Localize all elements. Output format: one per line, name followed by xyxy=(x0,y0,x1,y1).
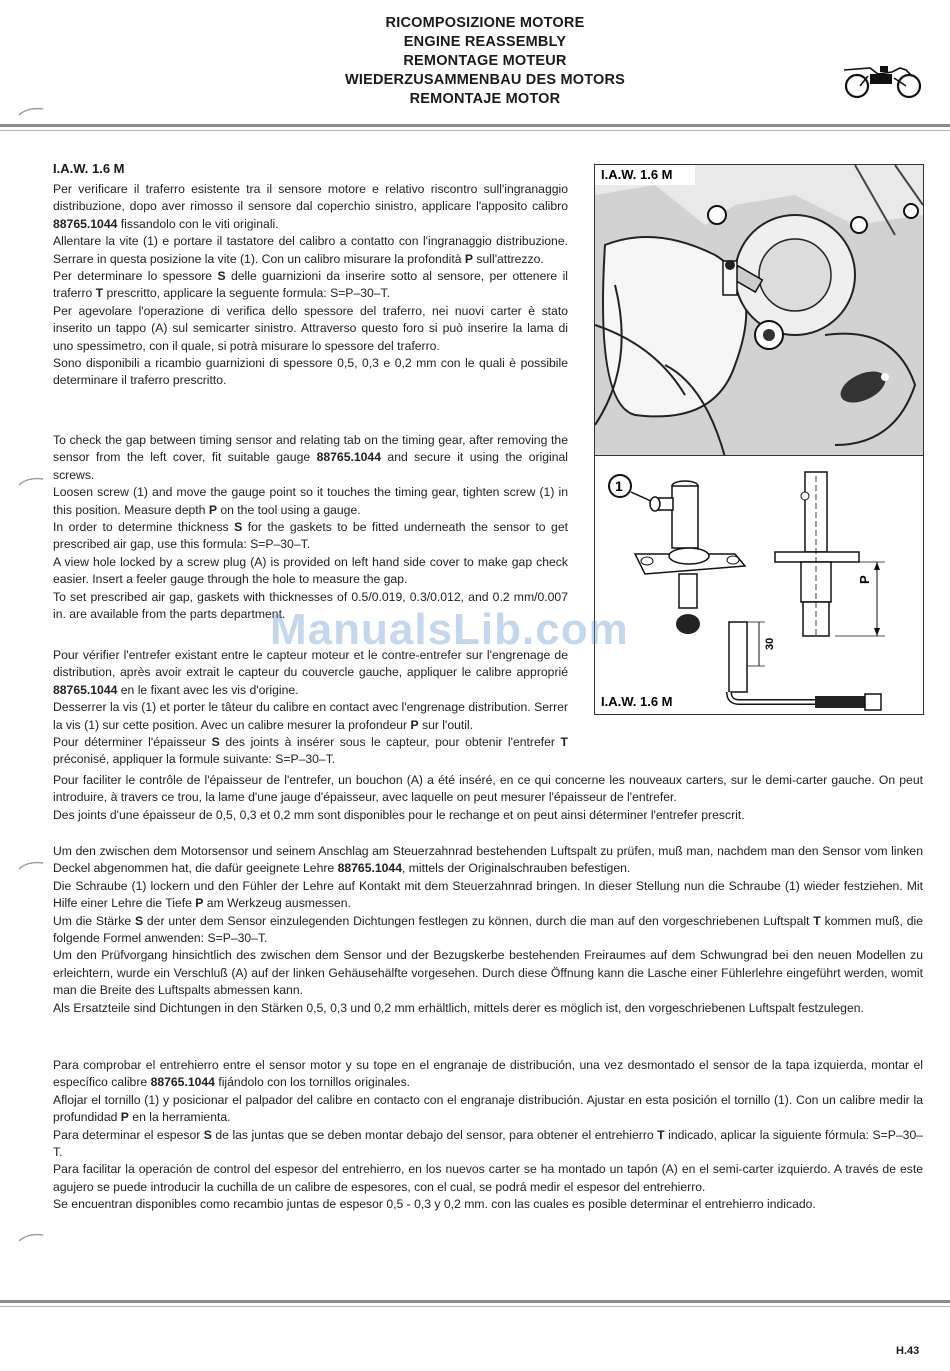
margin-mark xyxy=(18,476,44,486)
dim-30: 30 xyxy=(764,637,776,650)
para: Para comprobar el entrehierro entre el sensor motor y su tope en el engranaje de distribución, una vez desmontado el sensor de la tapa izquierda, montar el específico calibre 88765.1044 fijándolo con los tornillos originales. xyxy=(53,1058,923,1090)
motorcycle-icon xyxy=(840,60,926,100)
page-number: H.43 xyxy=(896,1345,920,1357)
margin-mark xyxy=(18,860,44,870)
section-title: I.A.W. 1.6 M xyxy=(53,161,125,176)
bold-term: S xyxy=(203,1127,212,1142)
text-en xyxy=(53,432,568,623)
para: Se encuentran disponibles como recambio juntas de espesor 0,5 - 0,3 y 0,2 mm. con las cuales es posible determinar el entrehierro indicado. xyxy=(53,1197,816,1212)
para: To check the gap between timing sensor and relating tab on the timing gear, after removing the sensor from the left cover, fit suitable gauge 88765.1044 and secure it using the original screws. xyxy=(53,433,568,482)
para: A view hole locked by a screw plug (A) is provided on left hand side cover to make gap check easier. Insert a feeler gauge through the hole to measure the gap. xyxy=(53,554,568,587)
footer-rule xyxy=(0,1300,950,1303)
para: Para determinar el espesor S de las juntas que se deben montar debajo del sensor, para obtener el entrehierro T indicado, aplicar la siguiente fórmula: S=P–30–T. xyxy=(53,1127,923,1160)
bold-term: T xyxy=(657,1127,665,1142)
engine-photo xyxy=(594,164,924,458)
bold-term: S xyxy=(217,269,226,284)
para: Als Ersatzteile sind Dichtungen in den Stärken 0,5, 0,3 und 0,2 mm erhältlich, mittels derer es möglich ist, den vorgeschriebenen Luftspalt festzulegen. xyxy=(53,1000,864,1015)
bold-term: T xyxy=(813,913,821,928)
title-it: RICOMPOSIZIONE MOTORE xyxy=(385,15,585,31)
para: Allentare la vite (1) e portare il tastatore del calibro a contatto con l'ingranaggio distribuzione. Serrare in questa posizione la vite (1). Con un calibro misurare la profondità P sull'attrezzo. xyxy=(53,234,568,266)
bold-term: T xyxy=(95,286,104,301)
gauge-diagram-drawing xyxy=(595,456,923,714)
bold-term: 88765.1044 xyxy=(337,861,402,876)
text-es xyxy=(53,1057,923,1214)
engine-photo-drawing xyxy=(595,165,923,457)
margin-mark xyxy=(18,106,44,116)
para: Um den zwischen dem Motorsensor und seinem Anschlag am Steuerzahnrad bestehenden Luftspalt zu prüfen, muß man, nachdem man den Sensor vom linken Deckel abgenommen hat, die dafür geeignete Lehre 88765.1044, mittels der Originalschrauben befestigen. xyxy=(53,844,923,876)
bold-term: S xyxy=(234,520,243,535)
bold-term: 88765.1044 xyxy=(53,216,118,231)
para: Per verificare il traferro esistente tra il sensore motore e relativo riscontro sull'ingranaggio distribuzione, dopo aver rimosso il sensore dal coperchio sinistro, applicare l'apposito calibro 88765.1044 fissandolo con le viti originali. xyxy=(53,182,568,231)
callout-1: 1 xyxy=(615,478,623,494)
text-fr xyxy=(53,647,568,769)
para: Aflojar el tornillo (1) y posicionar el palpador del calibre en contacto con el engranaje distribución. Ajustar en esta posición el tornillo (1). Con un calibre medir la profundidad P en la herramienta. xyxy=(53,1092,923,1125)
title-de: WIEDERZUSAMMENBAU DES MOTORS xyxy=(344,72,626,88)
header-rule xyxy=(0,124,950,127)
title-fr: REMONTAGE MOTEUR xyxy=(403,53,567,69)
bold-term: 88765.1044 xyxy=(150,1075,215,1090)
para: Desserrer la vis (1) et porter le tâteur du calibre en contact avec l'engrenage distribution. Serrer la vis (1) sur cette position. Avec un calibre mesurer la profondeur P sur l'outil. xyxy=(53,700,568,732)
text-fr-wide xyxy=(53,772,923,824)
dim-p: P xyxy=(857,575,872,584)
para: Para facilitar la operación de control del espesor del entrehierro, en los nuevos carter se ha montado un tapón (A) en el semi-carter izquierdo. A través de este agujero se puede introducir la cuchilla de un calibre de espesores, con el cual, se podrá medir el espesor del entrehierro. xyxy=(53,1162,923,1194)
para: Loosen screw (1) and move the gauge point so it touches the timing gear, tighten screw (1) in this position. Measure depth P on the tool using a gauge. xyxy=(53,485,568,517)
bold-term: T xyxy=(560,735,568,750)
para: Des joints d'une épaisseur de 0,5, 0,3 et 0,2 mm sont disponibles pour le rechange et on peut ainsi déterminer l'entrefer prescrit. xyxy=(53,807,745,822)
gauge-diagram xyxy=(594,455,924,715)
para: Um die Stärke S der unter dem Sensor einzulegenden Dichtungen festlegen zu können, durch die man auf den vorgeschriebenen Luftspalt T kommen muß, die folgende Formel anwenden: S=P–30–T. xyxy=(53,913,923,946)
para: Per determinare lo spessore S delle guarnizioni da inserire sotto al sensore, per ottenere il traferro T prescritto, applicare la seguente formula: S=P–30–T. xyxy=(53,269,568,301)
para: To set prescribed air gap, gaskets with thicknesses of 0.5/0.019, 0.3/0.012, and 0.2 mm/0.007 in. are available from the parts department. xyxy=(53,589,568,622)
para: Pour déterminer l'épaisseur S des joints à insérer sous le capteur, pour obtenir l'entrefer T préconisé, appliquer la formule suivante: S=P–30–T. xyxy=(53,735,568,767)
para: In order to determine thickness S for the gaskets to be fitted underneath the sensor to get prescribed air gap, use this formula: S=P–30–T. xyxy=(53,520,568,552)
bold-term: P xyxy=(120,1110,129,1125)
text-de xyxy=(53,843,923,1017)
para: Pour vérifier l'entrefer existant entre le capteur moteur et le contre-entrefer sur l'engrenage de distribution, après avoir extrait le capteur du couvercle gauche, appliquer le calibre approprié 88765.1044 en le fixant avec les vis d'origine. xyxy=(53,648,568,697)
bold-term: P xyxy=(208,502,217,517)
bold-term: S xyxy=(134,913,144,928)
diagram-label: I.A.W. 1.6 M xyxy=(601,694,673,709)
margin-mark xyxy=(18,1232,44,1242)
para: Die Schraube (1) lockern und den Fühler der Lehre auf Kontakt mit dem Steuerzahnrad bringen. In dieser Stellung nun die Schraube (1) wieder festziehen. Mit Hilfe einer Lehre die Tiefe P am Werkzeug ausmessen. xyxy=(53,878,923,911)
bold-term: P xyxy=(464,251,474,266)
para: Pour faciliter le contrôle de l'épaisseur de l'entrefer, un bouchon (A) a été inséré, en ce qui concerne les nouveaux carters, sur le demi-carter gauche. On peut introduire, à travers ce trou, la lame d'une jauge d'épaisseur, avec laquelle on peut mesurer l'épaisseur de l'entrefer. xyxy=(53,773,923,805)
para: Per agevolare l'operazione di verifica dello spessore del traferro, nei nuovi carter è stato inserito un tappo (A) sul semicarter sinistro. Attraverso questo foro si può inserire la lama di uno spessimetro, con il quale, si potrà misurare lo spessore del traferro. xyxy=(53,303,568,353)
photo-label: I.A.W. 1.6 M xyxy=(601,167,673,182)
para: Sono disponibili a ricambio guarnizioni di spessore 0,5, 0,3 e 0,2 mm con le quali è possibile determinare il traferro prescritto. xyxy=(53,356,568,388)
bold-term: P xyxy=(410,717,419,732)
bold-term: 88765.1044 xyxy=(53,682,118,697)
footer-rule-thin xyxy=(0,1306,950,1307)
title-en: ENGINE REASSEMBLY xyxy=(403,34,567,50)
bold-term: P xyxy=(195,896,204,911)
bold-term: S xyxy=(211,735,220,750)
text-it xyxy=(53,181,568,390)
title-es: REMONTAJE MOTOR xyxy=(409,91,561,107)
para: Um den Prüfvorgang hinsichtlich des zwischen dem Sensor und der Bezugskerbe bestehenden Freiraumes auf dem Schwungrad bei den neuen Modellen zu erleichtern, wurde ein Verschluß (A) auf der linken Gehäusehälfte vorgesehen. Durch diese Öffnung kann die Lasche einer Fühlerlehre eingeführt werden, womit man die Breite des Luftspalts abmessen kann. xyxy=(53,948,923,998)
header-titles xyxy=(300,14,670,109)
bold-term: 88765.1044 xyxy=(316,450,381,465)
header-rule-thin xyxy=(0,130,950,131)
watermark: ManualsLib.com xyxy=(270,605,629,654)
